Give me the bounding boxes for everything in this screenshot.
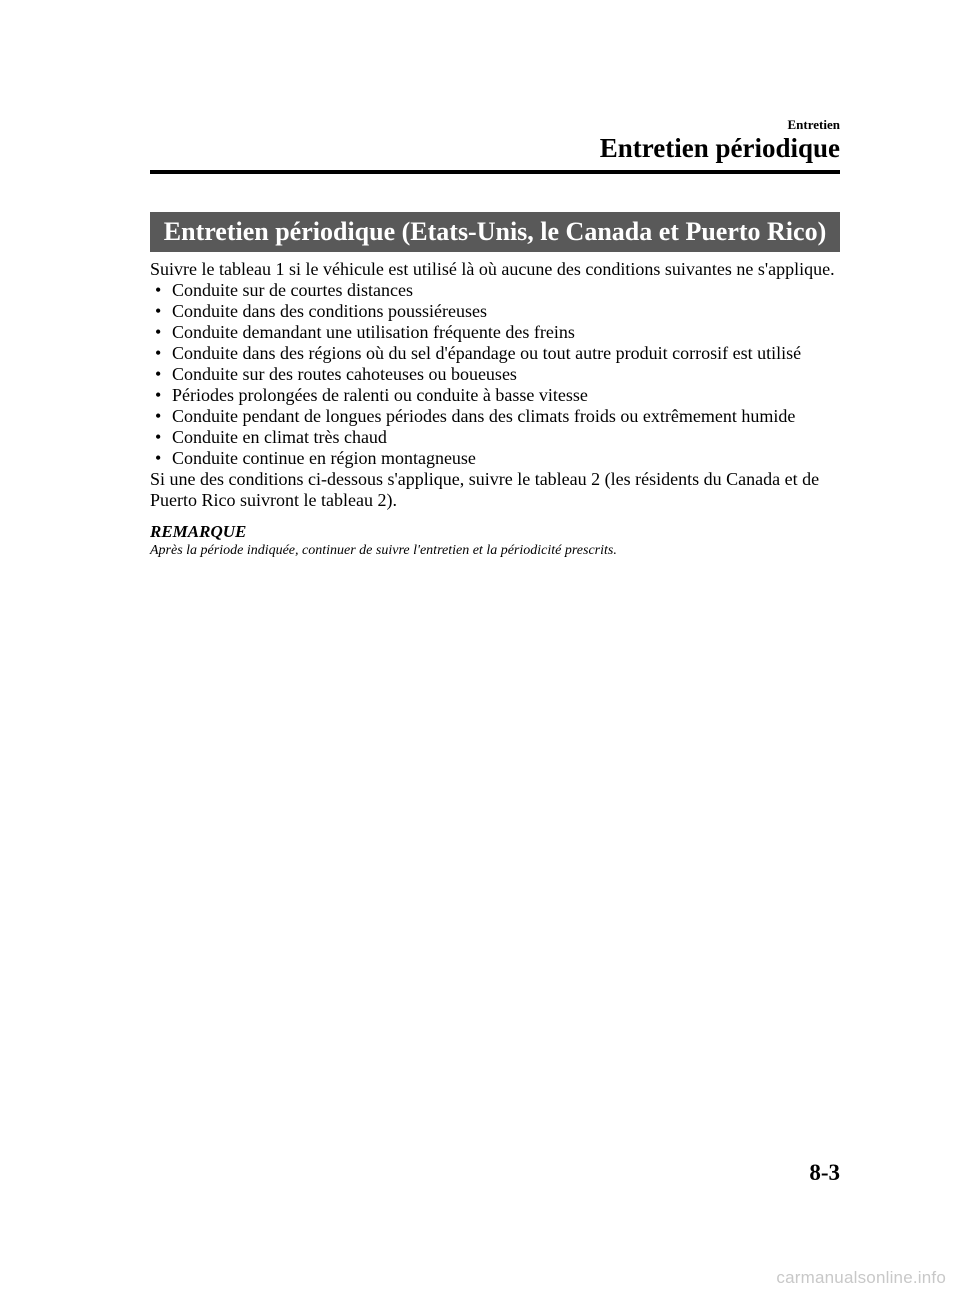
- condition-text: Conduite sur des routes cahoteuses ou boueuses: [172, 364, 517, 384]
- condition-text: Conduite demandant une utilisation fréquente des freins: [172, 322, 575, 342]
- condition-item: [150, 364, 840, 385]
- condition-item: [150, 427, 840, 448]
- note-text: Après la période indiquée, continuer de suivre l'entretien et la périodicité prescrits.: [150, 543, 617, 558]
- condition-text: Conduite en climat très chaud: [172, 427, 387, 447]
- chapter-label: Entretien: [787, 117, 840, 132]
- condition-text: Périodes prolongées de ralenti ou conduite à basse vitesse: [172, 385, 588, 405]
- intro-paragraph: Suivre le tableau 1 si le véhicule est utilisé là où aucune des conditions suivantes ne s'applique.: [150, 259, 835, 279]
- condition-item: [150, 343, 840, 364]
- bullet-icon: •: [155, 343, 162, 363]
- note-title: REMARQUE: [150, 522, 247, 541]
- condition-item: [150, 385, 840, 406]
- condition-item: [150, 322, 840, 343]
- condition-text: Conduite pendant de longues périodes dans des climats froids ou extrêmement humide: [172, 406, 796, 426]
- bullet-icon: •: [155, 301, 162, 321]
- bullet-icon: •: [155, 406, 162, 426]
- condition-item: [150, 280, 840, 301]
- bullet-icon: •: [155, 427, 162, 447]
- bullet-icon: •: [155, 448, 162, 468]
- bullet-icon: •: [155, 364, 162, 384]
- condition-text: Conduite dans des régions où du sel d'épandage ou tout autre produit corrosif est utilisé: [172, 343, 802, 363]
- main-content: [150, 259, 840, 560]
- conditions-list: [150, 280, 840, 469]
- bullet-icon: •: [155, 385, 162, 405]
- bullet-icon: •: [155, 280, 162, 300]
- condition-item: [150, 406, 840, 427]
- bullet-icon: •: [155, 322, 162, 342]
- watermark: carmanualsonline.info: [776, 1268, 946, 1287]
- condition-item: [150, 448, 840, 469]
- header-divider: [150, 170, 840, 174]
- section-title: Entretien périodique (Etats-Unis, le Canada et Puerto Rico): [150, 212, 840, 252]
- condition-item: [150, 301, 840, 322]
- followup-paragraph: Si une des conditions ci-dessous s'applique, suivre le tableau 2 (les résidents du Canada et de Puerto Rico suivront le tableau 2).: [150, 469, 820, 510]
- condition-text: Conduite sur de courtes distances: [172, 280, 413, 300]
- page-number: 8-3: [809, 1160, 840, 1185]
- condition-text: Conduite dans des conditions poussiéreuses: [172, 301, 487, 321]
- page-title: Entretien périodique: [599, 133, 840, 163]
- condition-text: Conduite continue en région montagneuse: [172, 448, 476, 468]
